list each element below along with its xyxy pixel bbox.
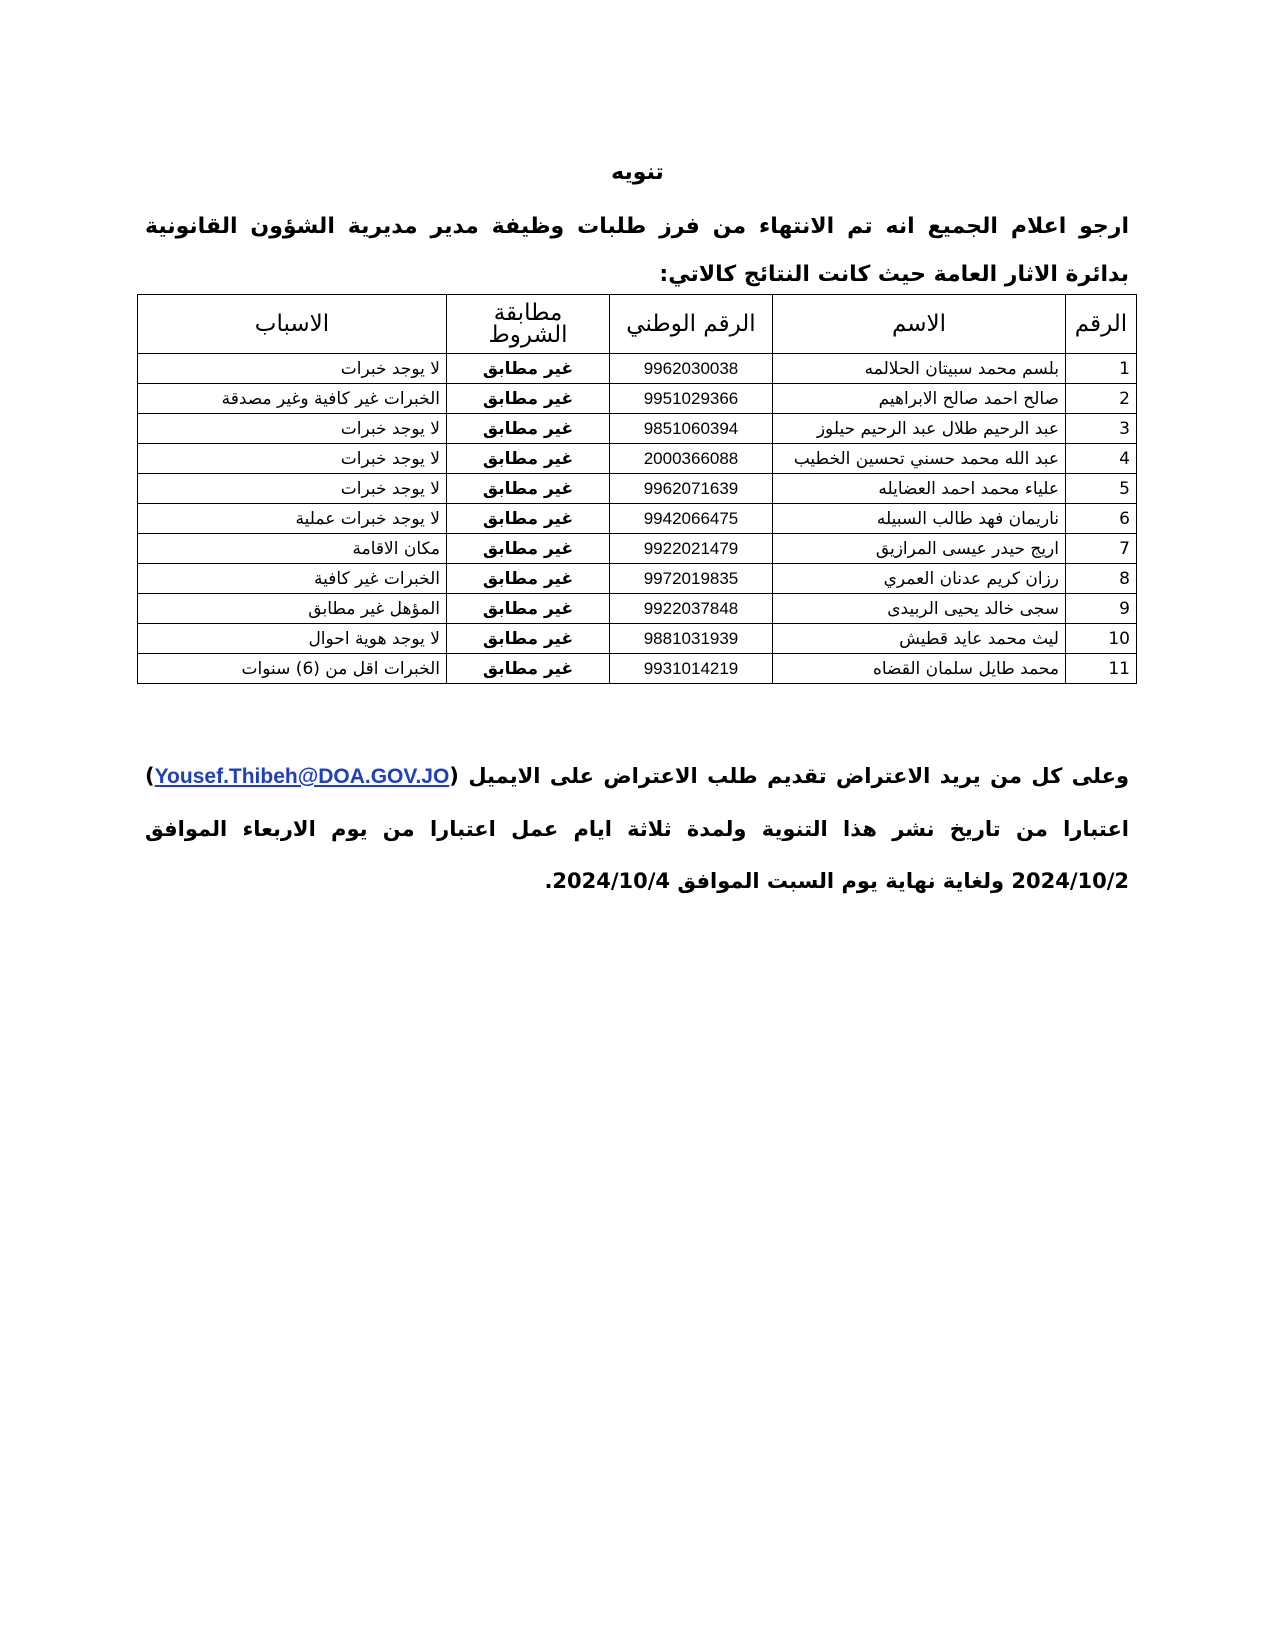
table-row [138,624,1137,654]
notice-intro: ارجو اعلام الجميع انه تم الانتهاء من فرز طلبات وظيفة مدير مديرية الشؤون القانونية بدائرة الاثار العامة حيث كانت النتائج كالاتي: [145,214,1129,287]
objection-text-start: وعلى كل من يريد الاعتراض تقديم طلب الاعتراض على الايميل ( [449,764,1129,788]
row-number: 6 [1066,504,1137,534]
table-row [138,594,1137,624]
row-number: 10 [1066,624,1137,654]
match-status: غير مطابق [447,594,610,624]
rejection-reason: الخبرات غير كافية [138,564,447,594]
rejection-reason: لا يوجد خبرات [138,474,447,504]
applicant-name: رزان كريم عدنان العمري [773,564,1066,594]
row-number: 5 [1066,474,1137,504]
objection-text-end: ) اعتبارا من تاريخ نشر هذا التنوية ولمدة ثلاثة ايام عمل اعتبارا من يوم الاربعاء الموافق 2024/10/2 ولغاية نهاية يوم السبت الموافق 2024/10/4. [145,764,1129,893]
rejection-reason: لا يوجد خبرات [138,444,447,474]
national-id: 9972019835 [610,564,773,594]
national-id: 9922037848 [610,594,773,624]
table-row [138,414,1137,444]
match-status: غير مطابق [447,414,610,444]
match-status: غير مطابق [447,474,610,504]
table-row [138,654,1137,684]
rejection-reason: لا يوجد خبرات عملية [138,504,447,534]
national-id: 9851060394 [610,414,773,444]
table-row [138,534,1137,564]
header-match: مطابقة الشروط [447,295,610,354]
objection-email-link[interactable]: Yousef.Thibeh@DOA.GOV.JO [154,765,450,788]
applicant-name: عبد الله محمد حسني تحسين الخطيب [773,444,1066,474]
national-id: 9951029366 [610,384,773,414]
applicant-name: صالح احمد صالح الابراهيم [773,384,1066,414]
header-national-id: الرقم الوطني [610,295,773,354]
notice-title: تنويه [611,160,664,185]
header-number: الرقم [1066,295,1137,354]
applicant-name: ناريمان فهد طالب السبيله [773,504,1066,534]
match-status: غير مطابق [447,384,610,414]
table-row [138,444,1137,474]
national-id: 9931014219 [610,654,773,684]
match-status: غير مطابق [447,534,610,564]
row-number: 7 [1066,534,1137,564]
row-number: 4 [1066,444,1137,474]
rejection-reason: المؤهل غير مطابق [138,594,447,624]
table-header-row [138,295,1137,354]
table-row [138,504,1137,534]
row-number: 3 [1066,414,1137,444]
match-status: غير مطابق [447,624,610,654]
national-id: 2000366088 [610,444,773,474]
rejection-reason: لا يوجد خبرات [138,414,447,444]
national-id: 9962030038 [610,354,773,384]
header-reasons: الاسباب [138,295,447,354]
table-row [138,474,1137,504]
applicant-name: بلسم محمد سبيتان الحلالمه [773,354,1066,384]
match-status: غير مطابق [447,564,610,594]
match-status: غير مطابق [447,354,610,384]
row-number: 1 [1066,354,1137,384]
row-number: 8 [1066,564,1137,594]
row-number: 2 [1066,384,1137,414]
table-row [138,564,1137,594]
national-id: 9942066475 [610,504,773,534]
objection-notice [145,750,1129,907]
applicant-name: سجى خالد يحيى الربيدى [773,594,1066,624]
match-status: غير مطابق [447,444,610,474]
rejection-reason: لا يوجد خبرات [138,354,447,384]
results-table-body [138,354,1137,684]
row-number: 11 [1066,654,1137,684]
rejection-reason: الخبرات اقل من (6) سنوات [138,654,447,684]
applicant-name: محمد طايل سلمان القضاه [773,654,1066,684]
table-row [138,354,1137,384]
match-status: غير مطابق [447,504,610,534]
match-status: غير مطابق [447,654,610,684]
rejection-reason: الخبرات غير كافية وغير مصدقة [138,384,447,414]
rejection-reason: لا يوجد هوية احوال [138,624,447,654]
row-number: 9 [1066,594,1137,624]
applicant-name: اريج حيدر عيسى المرازيق [773,534,1066,564]
header-name: الاسم [773,295,1066,354]
national-id: 9922021479 [610,534,773,564]
applicant-name: ليث محمد عايد قطيش [773,624,1066,654]
national-id: 9962071639 [610,474,773,504]
applicant-name: علياء محمد احمد العضايله [773,474,1066,504]
table-row [138,384,1137,414]
results-table [137,294,1137,684]
national-id: 9881031939 [610,624,773,654]
rejection-reason: مكان الاقامة [138,534,447,564]
applicant-name: عبد الرحيم طلال عبد الرحيم حيلوز [773,414,1066,444]
